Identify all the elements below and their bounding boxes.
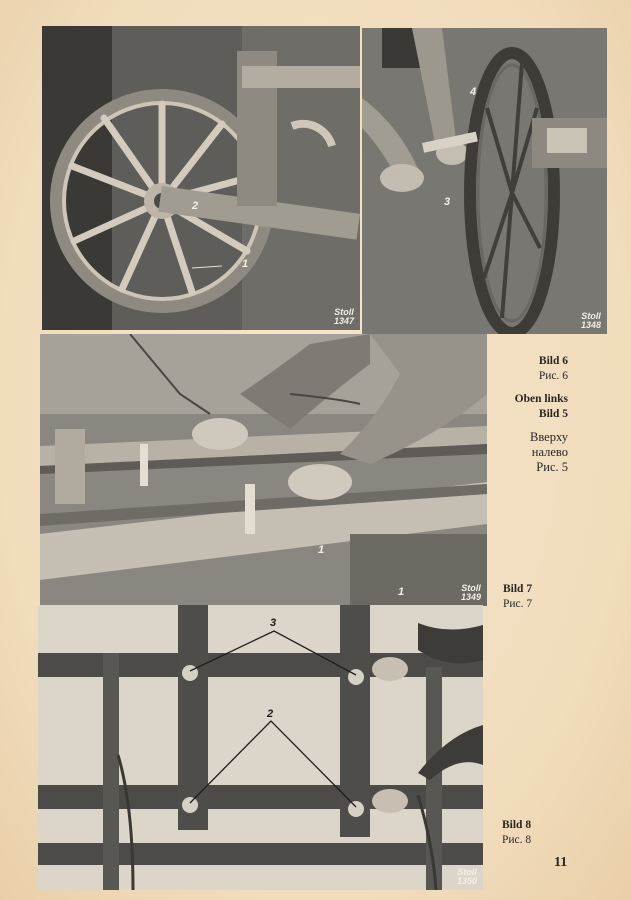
callout-1: 1 <box>242 258 249 270</box>
wheel-axle-illustration <box>42 26 360 330</box>
callout-2: 2 <box>192 200 199 212</box>
photo-stamp: Stoll 1350 <box>456 867 477 886</box>
caption-bild-8-ru: Рис. 8 <box>502 834 532 846</box>
caption-bild-5-de-1: Oben links <box>514 393 568 405</box>
photo-bild-6 <box>362 28 607 334</box>
frame-bolting-illustration <box>40 334 487 606</box>
frame-grid-illustration <box>38 605 483 890</box>
caption-bild-6-de: Bild 6 <box>538 355 568 367</box>
callout-2: 2 <box>267 708 274 720</box>
photo-stamp: Stoll 1348 <box>580 311 601 330</box>
callout-1b: 1 <box>398 586 405 598</box>
photo-bild-7 <box>40 334 487 606</box>
callout-3: 3 <box>444 196 451 208</box>
caption-bild-7-ru: Рис. 7 <box>503 598 533 610</box>
callout-3: 3 <box>270 617 277 629</box>
page-number: 11 <box>554 855 568 870</box>
photo-bild-8 <box>38 605 483 890</box>
callout-4: 4 <box>470 86 477 98</box>
photo-bild-5 <box>42 26 360 330</box>
hub-wrench-illustration <box>362 28 607 334</box>
callout-1a: 1 <box>318 544 325 556</box>
caption-block-bild-6-5 <box>515 354 568 475</box>
caption-bild-5-de-2: Bild 5 <box>538 408 568 420</box>
caption-bild-5-ru-2: налево <box>531 445 568 459</box>
caption-bild-5-ru-3: Рис. 5 <box>536 460 568 474</box>
caption-bild-8-de: Bild 8 <box>502 819 532 831</box>
caption-bild-7-de: Bild 7 <box>503 583 533 595</box>
caption-bild-6-ru: Рис. 6 <box>538 370 568 382</box>
caption-block-bild-7 <box>503 582 532 612</box>
caption-bild-5-ru-1: Вверху <box>530 430 568 444</box>
photo-stamp: Stoll 1349 <box>460 583 481 602</box>
photo-stamp: Stoll 1347 <box>333 307 354 326</box>
caption-block-bild-8 <box>502 818 531 848</box>
